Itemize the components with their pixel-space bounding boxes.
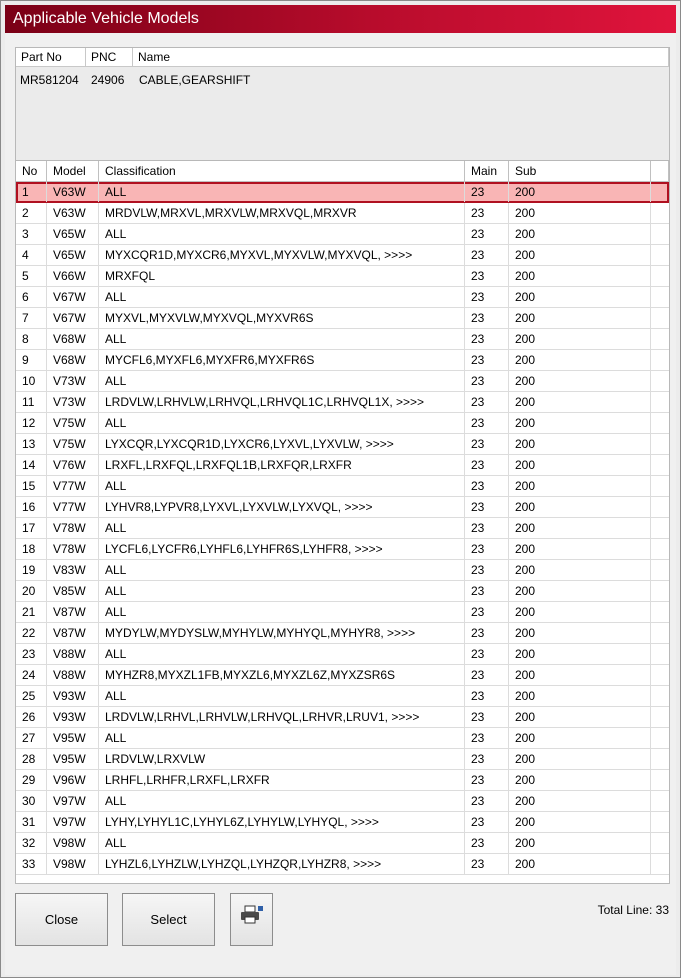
row-no: 31: [16, 812, 47, 832]
table-row[interactable]: [16, 707, 669, 728]
row-no: 32: [16, 833, 47, 853]
row-main: 23: [465, 560, 509, 580]
table-row[interactable]: [16, 308, 669, 329]
row-classification: ALL: [99, 833, 465, 853]
row-model: V97W: [47, 812, 99, 832]
row-model: V63W: [47, 182, 99, 202]
row-main: 23: [465, 392, 509, 412]
row-sub: 200: [509, 602, 651, 622]
row-no: 14: [16, 455, 47, 475]
row-sub: 200: [509, 350, 651, 370]
row-classification: LYHVR8,LYPVR8,LYXVL,LYXVLW,LYXVQL, >>>>: [99, 497, 465, 517]
vehicle-rows: [16, 182, 669, 875]
row-classification: MYDYLW,MYDYSLW,MYHYLW,MYHYQL,MYHYR8, >>>>: [99, 623, 465, 643]
col-header-name[interactable]: Name: [133, 48, 669, 67]
row-model: V67W: [47, 308, 99, 328]
row-model: V68W: [47, 329, 99, 349]
row-sub: 200: [509, 497, 651, 517]
row-main: 23: [465, 644, 509, 664]
row-main: 23: [465, 833, 509, 853]
row-sub: 200: [509, 371, 651, 391]
table-row[interactable]: [16, 245, 669, 266]
row-classification: MYHZR8,MYXZL1FB,MYXZL6,MYXZL6Z,MYXZSR6S: [99, 665, 465, 685]
vehicle-models-table: [15, 160, 670, 884]
row-main: 23: [465, 371, 509, 391]
row-sub: 200: [509, 854, 651, 874]
row-sub: 200: [509, 665, 651, 685]
row-classification: LYHY,LYHYL1C,LYHYL6Z,LYHYLW,LYHYQL, >>>>: [99, 812, 465, 832]
row-main: 23: [465, 476, 509, 496]
row-sub: 200: [509, 287, 651, 307]
row-sub: 200: [509, 518, 651, 538]
row-no: 25: [16, 686, 47, 706]
select-button[interactable]: Select: [122, 893, 215, 946]
row-classification: MYXCQR1D,MYXCR6,MYXVL,MYXVLW,MYXVQL, >>>>: [99, 245, 465, 265]
row-model: V95W: [47, 728, 99, 748]
row-classification: ALL: [99, 728, 465, 748]
table-row[interactable]: [16, 644, 669, 665]
table-row[interactable]: [16, 539, 669, 560]
row-main: 23: [465, 266, 509, 286]
row-model: V85W: [47, 581, 99, 601]
row-model: V73W: [47, 392, 99, 412]
row-sub: 200: [509, 434, 651, 454]
row-classification: ALL: [99, 602, 465, 622]
row-classification: MRDVLW,MRXVL,MRXVLW,MRXVQL,MRXVR: [99, 203, 465, 223]
table-row[interactable]: [16, 602, 669, 623]
pnc-value[interactable]: 24906: [91, 73, 125, 87]
row-main: 23: [465, 182, 509, 202]
row-no: 19: [16, 560, 47, 580]
row-main: 23: [465, 665, 509, 685]
row-sub: 200: [509, 770, 651, 790]
row-no: 18: [16, 539, 47, 559]
col-header-classification[interactable]: Classification: [99, 161, 465, 182]
col-header-spacer: [651, 161, 669, 182]
row-classification: LYCFL6,LYCFR6,LYHFL6,LYHFR6S,LYHFR8, >>>>: [99, 539, 465, 559]
row-model: V66W: [47, 266, 99, 286]
row-classification: ALL: [99, 329, 465, 349]
row-no: 10: [16, 371, 47, 391]
table-row[interactable]: [16, 413, 669, 434]
row-classification: MYXVL,MYXVLW,MYXVQL,MYXVR6S: [99, 308, 465, 328]
row-classification: ALL: [99, 476, 465, 496]
part-no-value[interactable]: MR581204: [20, 73, 79, 87]
row-sub: 200: [509, 686, 651, 706]
row-main: 23: [465, 791, 509, 811]
row-classification: ALL: [99, 224, 465, 244]
row-model: V76W: [47, 455, 99, 475]
row-model: V83W: [47, 560, 99, 580]
row-main: 23: [465, 224, 509, 244]
row-model: V65W: [47, 224, 99, 244]
row-model: V87W: [47, 623, 99, 643]
row-model: V75W: [47, 413, 99, 433]
row-sub: 200: [509, 329, 651, 349]
row-classification: ALL: [99, 413, 465, 433]
row-sub: 200: [509, 581, 651, 601]
row-no: 20: [16, 581, 47, 601]
row-main: 23: [465, 707, 509, 727]
table-row[interactable]: [16, 434, 669, 455]
row-main: 23: [465, 623, 509, 643]
row-classification: LRXFL,LRXFQL,LRXFQL1B,LRXFQR,LRXFR: [99, 455, 465, 475]
row-no: 22: [16, 623, 47, 643]
row-main: 23: [465, 308, 509, 328]
row-main: 23: [465, 245, 509, 265]
row-classification: MYCFL6,MYXFL6,MYXFR6,MYXFR6S: [99, 350, 465, 370]
print-button[interactable]: [230, 893, 273, 946]
row-no: 30: [16, 791, 47, 811]
table-row[interactable]: [16, 350, 669, 371]
row-model: V87W: [47, 602, 99, 622]
row-no: 7: [16, 308, 47, 328]
row-main: 23: [465, 455, 509, 475]
row-sub: 200: [509, 728, 651, 748]
row-no: 11: [16, 392, 47, 412]
title-bar[interactable]: [5, 5, 676, 33]
row-sub: 200: [509, 245, 651, 265]
row-sub: 200: [509, 182, 651, 202]
row-classification: ALL: [99, 686, 465, 706]
row-sub: 200: [509, 539, 651, 559]
row-model: V78W: [47, 539, 99, 559]
row-model: V77W: [47, 476, 99, 496]
row-sub: 200: [509, 707, 651, 727]
row-no: 9: [16, 350, 47, 370]
table-row[interactable]: [16, 728, 669, 749]
row-model: V77W: [47, 497, 99, 517]
table-row[interactable]: [16, 287, 669, 308]
row-sub: 200: [509, 476, 651, 496]
close-button[interactable]: Close: [15, 893, 108, 946]
row-no: 3: [16, 224, 47, 244]
row-sub: 200: [509, 455, 651, 475]
row-no: 28: [16, 749, 47, 769]
row-sub: 200: [509, 308, 651, 328]
row-classification: ALL: [99, 581, 465, 601]
table-row[interactable]: [16, 203, 669, 224]
table-row[interactable]: [16, 770, 669, 791]
row-model: V93W: [47, 686, 99, 706]
table-row[interactable]: [16, 497, 669, 518]
table-row[interactable]: [16, 371, 669, 392]
row-classification: ALL: [99, 560, 465, 580]
row-model: V97W: [47, 791, 99, 811]
row-model: V98W: [47, 854, 99, 874]
row-model: V88W: [47, 644, 99, 664]
row-sub: 200: [509, 560, 651, 580]
dialog-content: [5, 33, 676, 975]
row-main: 23: [465, 518, 509, 538]
row-no: 15: [16, 476, 47, 496]
row-main: 23: [465, 749, 509, 769]
row-classification: ALL: [99, 287, 465, 307]
row-model: V95W: [47, 749, 99, 769]
row-main: 23: [465, 854, 509, 874]
row-sub: 200: [509, 266, 651, 286]
printer-icon: [240, 895, 264, 946]
table-row[interactable]: [16, 623, 669, 644]
row-main: 23: [465, 728, 509, 748]
window-title: Applicable Vehicle Models: [13, 10, 199, 27]
row-sub: 200: [509, 644, 651, 664]
row-no: 16: [16, 497, 47, 517]
table-row[interactable]: [16, 854, 669, 875]
row-classification: LYHZL6,LYHZLW,LYHZQL,LYHZQR,LYHZR8, >>>>: [99, 854, 465, 874]
row-sub: 200: [509, 833, 651, 853]
row-main: 23: [465, 602, 509, 622]
col-header-part-no[interactable]: Part No: [16, 48, 86, 67]
row-main: 23: [465, 581, 509, 601]
row-main: 23: [465, 287, 509, 307]
row-no: 17: [16, 518, 47, 538]
row-no: 5: [16, 266, 47, 286]
total-line-count: Total Line: 33: [597, 903, 669, 917]
row-classification: ALL: [99, 182, 465, 202]
row-no: 23: [16, 644, 47, 664]
row-sub: 200: [509, 623, 651, 643]
row-no: 8: [16, 329, 47, 349]
table-row[interactable]: [16, 581, 669, 602]
row-main: 23: [465, 539, 509, 559]
col-header-pnc[interactable]: PNC: [86, 48, 133, 67]
row-no: 26: [16, 707, 47, 727]
row-classification: ALL: [99, 518, 465, 538]
table-row[interactable]: [16, 833, 669, 854]
row-classification: LRDVLW,LRXVLW: [99, 749, 465, 769]
table-row[interactable]: [16, 476, 669, 497]
row-main: 23: [465, 413, 509, 433]
row-model: V63W: [47, 203, 99, 223]
row-model: V65W: [47, 245, 99, 265]
row-sub: 200: [509, 812, 651, 832]
row-main: 23: [465, 497, 509, 517]
row-model: V73W: [47, 371, 99, 391]
row-model: V96W: [47, 770, 99, 790]
row-no: 2: [16, 203, 47, 223]
row-classification: ALL: [99, 644, 465, 664]
row-no: 27: [16, 728, 47, 748]
row-model: V68W: [47, 350, 99, 370]
row-no: 4: [16, 245, 47, 265]
row-classification: MRXFQL: [99, 266, 465, 286]
table-row[interactable]: [16, 812, 669, 833]
row-sub: 200: [509, 749, 651, 769]
row-main: 23: [465, 434, 509, 454]
row-model: V78W: [47, 518, 99, 538]
row-classification: LRHFL,LRHFR,LRXFL,LRXFR: [99, 770, 465, 790]
table-row[interactable]: [16, 329, 669, 350]
row-sub: 200: [509, 203, 651, 223]
table-row[interactable]: [16, 749, 669, 770]
table-row[interactable]: [16, 665, 669, 686]
col-header-model[interactable]: Model: [47, 161, 99, 182]
row-no: 13: [16, 434, 47, 454]
row-main: 23: [465, 350, 509, 370]
row-no: 33: [16, 854, 47, 874]
row-main: 23: [465, 329, 509, 349]
row-sub: 200: [509, 224, 651, 244]
row-no: 29: [16, 770, 47, 790]
row-main: 23: [465, 203, 509, 223]
table-row[interactable]: [16, 455, 669, 476]
row-model: V67W: [47, 287, 99, 307]
row-classification: ALL: [99, 371, 465, 391]
table-row[interactable]: [16, 686, 669, 707]
part-name-value[interactable]: CABLE,GEARSHIFT: [139, 73, 251, 87]
row-classification: LYXCQR,LYXCQR1D,LYXCR6,LYXVL,LYXVLW, >>>>: [99, 434, 465, 454]
row-no: 24: [16, 665, 47, 685]
row-sub: 200: [509, 791, 651, 811]
table-row[interactable]: [16, 224, 669, 245]
row-no: 1: [16, 182, 47, 202]
col-header-no[interactable]: No: [16, 161, 47, 182]
row-main: 23: [465, 686, 509, 706]
table-row[interactable]: [16, 182, 669, 203]
row-model: V98W: [47, 833, 99, 853]
row-main: 23: [465, 812, 509, 832]
row-classification: LRDVLW,LRHVLW,LRHVQL,LRHVQL1C,LRHVQL1X, >>>>: [99, 392, 465, 412]
table-row[interactable]: [16, 266, 669, 287]
table-row[interactable]: [16, 392, 669, 413]
table-row[interactable]: [16, 791, 669, 812]
row-sub: 200: [509, 392, 651, 412]
row-sub: 200: [509, 413, 651, 433]
row-model: V75W: [47, 434, 99, 454]
row-model: V88W: [47, 665, 99, 685]
col-header-sub[interactable]: Sub: [509, 161, 651, 182]
row-classification: ALL: [99, 791, 465, 811]
row-main: 23: [465, 770, 509, 790]
row-model: V93W: [47, 707, 99, 727]
row-no: 12: [16, 413, 47, 433]
row-classification: LRDVLW,LRHVL,LRHVLW,LRHVQL,LRHVR,LRUV1, >>>>: [99, 707, 465, 727]
col-header-main[interactable]: Main: [465, 161, 509, 182]
row-no: 6: [16, 287, 47, 307]
table-row[interactable]: [16, 560, 669, 581]
table-row[interactable]: [16, 518, 669, 539]
row-no: 21: [16, 602, 47, 622]
